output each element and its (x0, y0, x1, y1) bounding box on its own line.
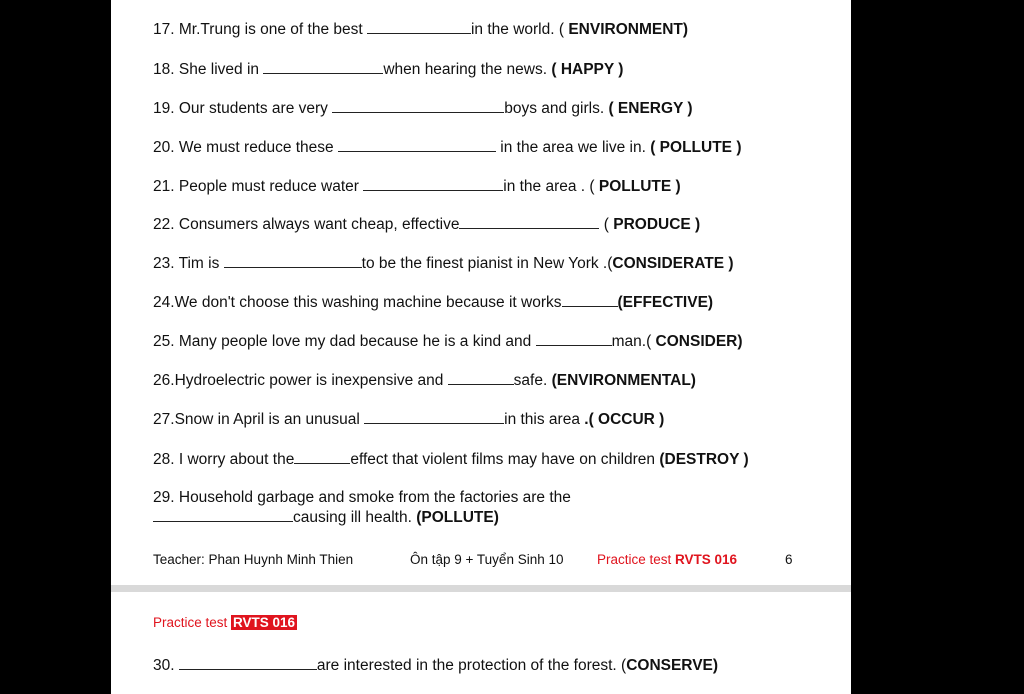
answer-blank[interactable] (562, 292, 618, 307)
answer-blank[interactable] (536, 331, 612, 346)
page-separator (111, 585, 851, 592)
question-30: 30. are interested in the protection of the forest. (CONSERVE) (153, 657, 719, 674)
answer-blank[interactable] (448, 370, 514, 385)
practice-test-label: Practice test RVTS 016 (597, 552, 738, 567)
answer-blank[interactable] (153, 507, 293, 522)
question-21: 21. People must reduce water in the area . ( POLLUTE ) (153, 178, 681, 195)
worksheet-page (111, 0, 851, 585)
question-27: 27.Snow in April is an unusual in this area .( OCCUR ) (153, 411, 665, 428)
teacher-name: Teacher: Phan Huynh Minh Thien (153, 552, 354, 567)
question-17: 17. Mr.Trung is one of the best in the world. ( ENVIRONMENT) (153, 21, 689, 38)
question-25: 25. Many people love my dad because he is a kind and man.( CONSIDER) (153, 333, 743, 350)
question-29: 29. Household garbage and smoke from the factories are the (153, 489, 571, 506)
question-23: 23. Tim is to be the finest pianist in New York .(CONSIDERATE ) (153, 255, 734, 272)
question-20: 20. We must reduce these in the area we live in. ( POLLUTE ) (153, 139, 742, 156)
question-28: 28. I worry about the effect that violent films may have on children (DESTROY ) (153, 451, 749, 468)
answer-blank[interactable] (338, 137, 496, 152)
worksheet-page-next (111, 592, 851, 694)
question-29-line2: causing ill health. (POLLUTE) (153, 507, 499, 528)
answer-blank[interactable] (263, 59, 383, 74)
answer-blank[interactable] (367, 19, 471, 34)
page-number: 6 (785, 552, 793, 567)
page-header: Practice test RVTS 016 (153, 615, 296, 630)
answer-blank[interactable] (179, 655, 317, 670)
question-26: 26.Hydroelectric power is inexpensive and safe. (ENVIRONMENTAL) (153, 372, 696, 389)
answer-blank[interactable] (459, 214, 599, 229)
answer-blank[interactable] (224, 253, 362, 268)
answer-blank[interactable] (294, 449, 350, 464)
question-18: 18. She lived in when hearing the news. ( HAPPY ) (153, 61, 624, 78)
course-title: Ôn tập 9 + Tuyển Sinh 10 (410, 552, 564, 567)
question-22: 22. Consumers always want cheap, effective ( PRODUCE ) (153, 216, 701, 233)
question-19: 19. Our students are very boys and girls. ( ENERGY ) (153, 100, 693, 117)
answer-blank[interactable] (363, 176, 503, 191)
answer-blank[interactable] (364, 409, 504, 424)
answer-blank[interactable] (332, 98, 504, 113)
practice-code-badge: RVTS 016 (233, 615, 296, 630)
question-24: 24.We don't choose this washing machine because it works (EFFECTIVE) (153, 294, 714, 311)
